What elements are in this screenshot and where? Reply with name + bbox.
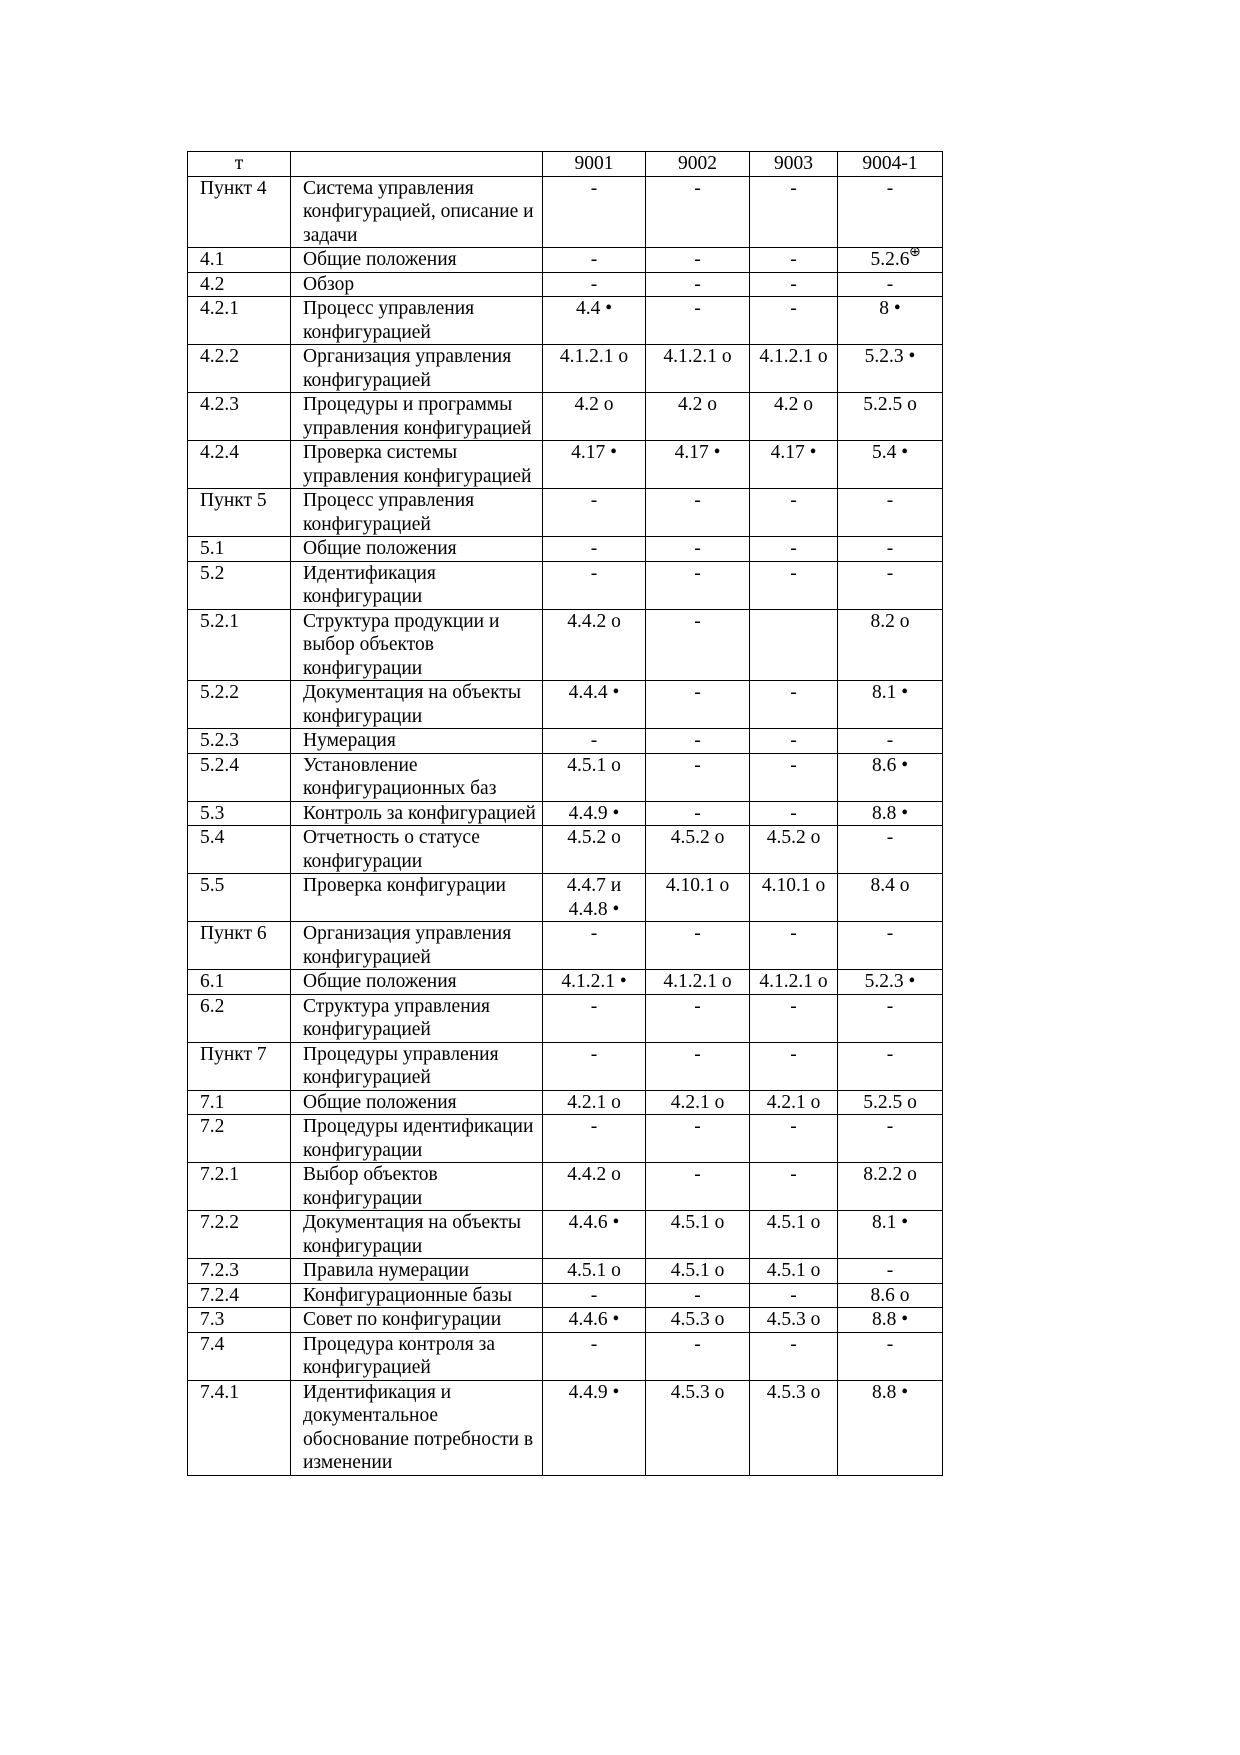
iso-9004-1-ref-cell: -: [838, 922, 943, 970]
clause-number-cell: 4.1: [188, 248, 291, 273]
table-row: [188, 1090, 943, 1115]
table-row: [188, 970, 943, 995]
header-cell: [291, 152, 543, 177]
iso-9004-1-ref-cell: -: [838, 537, 943, 562]
iso-9004-1-ref-cell: 8 •: [838, 297, 943, 345]
clause-title-cell: Общие положения: [291, 970, 543, 995]
iso-9001-ref-cell: 4.17 •: [543, 441, 646, 489]
clause-title-cell: Общие положения: [291, 1090, 543, 1115]
iso-9004-1-ref-cell: 5.2.5 о: [838, 1090, 943, 1115]
iso-9002-ref-cell: -: [646, 489, 750, 537]
clause-title-cell: Установление конфигурационных баз: [291, 753, 543, 801]
clause-title-cell: Процедуры идентификации конфигурации: [291, 1115, 543, 1163]
iso-9001-ref-cell: 4.1.2.1 •: [543, 970, 646, 995]
clause-title-cell: Обзор: [291, 272, 543, 297]
clause-number-cell: 7.1: [188, 1090, 291, 1115]
clause-title-cell: Идентификация и документальное обоснование потребности в изменении: [291, 1380, 543, 1475]
iso-9001-ref-cell: -: [543, 1042, 646, 1090]
iso-9001-ref-cell: 4.4.6 •: [543, 1308, 646, 1333]
iso-9004-1-ref-cell: 5.2.3 •: [838, 970, 943, 995]
clause-number-cell: Пункт 5: [188, 489, 291, 537]
iso-9002-ref-cell: -: [646, 561, 750, 609]
iso-9003-ref-cell: -: [750, 753, 838, 801]
header-cell: т: [188, 152, 291, 177]
clause-title-cell: Процедуры управления конфигурацией: [291, 1042, 543, 1090]
iso-9004-1-ref-cell: 8.6 о: [838, 1283, 943, 1308]
iso-9004-1-ref-cell: 8.1 •: [838, 681, 943, 729]
iso-9003-ref-cell: -: [750, 1042, 838, 1090]
iso-9002-ref-cell: -: [646, 1283, 750, 1308]
iso-9002-ref-cell: 4.10.1 о: [646, 874, 750, 922]
table-row: [188, 1283, 943, 1308]
table-row: [188, 729, 943, 754]
iso-9002-ref-cell: -: [646, 729, 750, 754]
iso-9002-ref-cell: 4.2 о: [646, 393, 750, 441]
iso-9003-ref-cell: -: [750, 272, 838, 297]
iso-9004-1-ref-cell: 5.4 •: [838, 441, 943, 489]
iso-9002-ref-cell: -: [646, 1332, 750, 1380]
table-row: [188, 1380, 943, 1475]
iso-9003-ref-cell: -: [750, 248, 838, 273]
clause-title-cell: Проверка системы управления конфигурацией: [291, 441, 543, 489]
clause-number-cell: 4.2.2: [188, 345, 291, 393]
iso-9003-ref-cell: 4.17 •: [750, 441, 838, 489]
clause-title-cell: Контроль за конфигурацией: [291, 801, 543, 826]
clause-number-cell: 4.2: [188, 272, 291, 297]
anchor-icon: ⊕: [909, 244, 921, 260]
table-row: [188, 609, 943, 681]
iso-9002-ref-cell: -: [646, 994, 750, 1042]
table-row: [188, 537, 943, 562]
table-row: [188, 874, 943, 922]
iso-9002-ref-cell: 4.5.2 о: [646, 826, 750, 874]
iso-9004-1-ref-cell: 5.2.6: [838, 248, 943, 273]
iso-9002-ref-cell: 4.5.1 о: [646, 1259, 750, 1284]
table-row: [188, 753, 943, 801]
iso-9003-ref-cell: 4.2 о: [750, 393, 838, 441]
iso-9002-ref-cell: 4.5.3 о: [646, 1380, 750, 1475]
iso-9003-ref-cell: 4.2.1 о: [750, 1090, 838, 1115]
clause-title-cell: Идентификация конфигурации: [291, 561, 543, 609]
clause-number-cell: 7.2.3: [188, 1259, 291, 1284]
clause-title-cell: Организация управления конфигурацией: [291, 345, 543, 393]
iso-9001-ref-cell: 4.5.1 о: [543, 753, 646, 801]
clause-title-cell: Структура продукции и выбор объектов конфигурации: [291, 609, 543, 681]
table-row: [188, 994, 943, 1042]
clause-title-cell: Система управления конфигурацией, описание и задачи: [291, 176, 543, 248]
table-row: [188, 1211, 943, 1259]
clause-number-cell: 7.2.2: [188, 1211, 291, 1259]
iso-9004-1-ref-cell: 5.2.3 •: [838, 345, 943, 393]
iso-9001-ref-cell: -: [543, 537, 646, 562]
header-cell: 9003: [750, 152, 838, 177]
iso-9001-ref-cell: 4.4.7 и 4.4.8 •: [543, 874, 646, 922]
clause-number-cell: 4.2.3: [188, 393, 291, 441]
clause-title-cell: Процедура контроля за конфигурацией: [291, 1332, 543, 1380]
iso-9001-ref-cell: 4.4.9 •: [543, 801, 646, 826]
iso-9004-1-ref-cell: -: [838, 1259, 943, 1284]
iso-9002-ref-cell: -: [646, 753, 750, 801]
table-row: [188, 922, 943, 970]
table-row: [188, 345, 943, 393]
iso-9003-ref-cell: -: [750, 1283, 838, 1308]
table-row: [188, 272, 943, 297]
iso-9002-ref-cell: -: [646, 1163, 750, 1211]
clause-number-cell: 7.2: [188, 1115, 291, 1163]
iso-9004-1-ref-cell: 8.6 •: [838, 753, 943, 801]
iso-9001-ref-cell: -: [543, 922, 646, 970]
clause-number-cell: 6.1: [188, 970, 291, 995]
iso-9001-ref-cell: 4.4.2 о: [543, 1163, 646, 1211]
iso-9003-ref-cell: -: [750, 994, 838, 1042]
iso-9004-1-ref-cell: 8.2.2 о: [838, 1163, 943, 1211]
clause-title-cell: Процесс управления конфигурацией: [291, 489, 543, 537]
clause-title-cell: Нумерация: [291, 729, 543, 754]
iso-9002-ref-cell: -: [646, 922, 750, 970]
clause-title-cell: Правила нумерации: [291, 1259, 543, 1284]
clause-title-cell: Структура управления конфигурацией: [291, 994, 543, 1042]
clause-title-cell: Проверка конфигурации: [291, 874, 543, 922]
iso-9001-ref-cell: 4.4.4 •: [543, 681, 646, 729]
header-cell: 9002: [646, 152, 750, 177]
iso-9002-ref-cell: -: [646, 248, 750, 273]
iso-9002-ref-cell: 4.2.1 о: [646, 1090, 750, 1115]
iso-9004-1-ref-cell: 8.1 •: [838, 1211, 943, 1259]
table-row: [188, 1308, 943, 1333]
clause-number-cell: 5.2.1: [188, 609, 291, 681]
clause-title-cell: Конфигурационные базы: [291, 1283, 543, 1308]
table-row: [188, 826, 943, 874]
clause-number-cell: 5.2.4: [188, 753, 291, 801]
iso-9004-1-ref-cell: -: [838, 729, 943, 754]
iso-9003-ref-cell: 4.1.2.1 о: [750, 970, 838, 995]
clause-number-cell: 5.5: [188, 874, 291, 922]
iso-9004-1-ref-cell: 8.8 •: [838, 1308, 943, 1333]
clause-number-cell: 7.3: [188, 1308, 291, 1333]
clause-title-cell: Организация управления конфигурацией: [291, 922, 543, 970]
iso-9001-ref-cell: 4.5.1 о: [543, 1259, 646, 1284]
header-cell: 9001: [543, 152, 646, 177]
clause-number-cell: 5.1: [188, 537, 291, 562]
iso-9003-ref-cell: -: [750, 801, 838, 826]
iso-9003-ref-cell: -: [750, 729, 838, 754]
iso-9004-1-ref-cell: 8.8 •: [838, 801, 943, 826]
clause-title-cell: Документация на объекты конфигурации: [291, 681, 543, 729]
iso-9004-1-ref-cell: 8.8 •: [838, 1380, 943, 1475]
iso-9003-ref-cell: -: [750, 489, 838, 537]
iso-9002-ref-cell: -: [646, 537, 750, 562]
iso-9004-1-ref-cell: -: [838, 1042, 943, 1090]
clause-number-cell: 5.2.2: [188, 681, 291, 729]
iso-9001-ref-cell: 4.5.2 о: [543, 826, 646, 874]
iso-9001-ref-cell: -: [543, 1115, 646, 1163]
iso-9004-1-ref-cell: -: [838, 272, 943, 297]
iso-9001-ref-cell: -: [543, 994, 646, 1042]
clause-number-cell: 5.2: [188, 561, 291, 609]
iso-9003-ref-cell: -: [750, 681, 838, 729]
table-row: [188, 393, 943, 441]
clause-correspondence-table: [187, 151, 943, 1476]
iso-9001-ref-cell: 4.2.1 о: [543, 1090, 646, 1115]
clause-number-cell: 5.2.3: [188, 729, 291, 754]
iso-9001-ref-cell: -: [543, 272, 646, 297]
iso-9004-1-ref-cell: -: [838, 1115, 943, 1163]
table-row: [188, 1042, 943, 1090]
table-row: [188, 681, 943, 729]
clause-number-cell: 4.2.4: [188, 441, 291, 489]
clause-number-cell: 7.4: [188, 1332, 291, 1380]
iso-9004-1-ref-cell: -: [838, 826, 943, 874]
iso-9003-ref-cell: -: [750, 922, 838, 970]
iso-9004-1-ref-cell: -: [838, 994, 943, 1042]
iso-9001-ref-cell: 4.4.2 о: [543, 609, 646, 681]
table-row: [188, 297, 943, 345]
iso-9003-ref-cell: -: [750, 176, 838, 248]
clause-title-cell: Процедуры и программы управления конфигурацией: [291, 393, 543, 441]
clause-number-cell: 7.2.4: [188, 1283, 291, 1308]
iso-9001-ref-cell: -: [543, 1332, 646, 1380]
iso-9002-ref-cell: -: [646, 681, 750, 729]
iso-9003-ref-cell: -: [750, 1115, 838, 1163]
iso-9003-ref-cell: 4.5.3 о: [750, 1380, 838, 1475]
iso-9001-ref-cell: 4.2 о: [543, 393, 646, 441]
clause-number-cell: 5.4: [188, 826, 291, 874]
table-row: [188, 441, 943, 489]
iso-9004-1-ref-cell: 8.2 о: [838, 609, 943, 681]
iso-9004-1-ref-cell: -: [838, 561, 943, 609]
iso-9003-ref-cell: 4.5.1 о: [750, 1259, 838, 1284]
iso-9001-ref-cell: 4.1.2.1 о: [543, 345, 646, 393]
iso-9002-ref-cell: -: [646, 297, 750, 345]
iso-9004-1-ref-cell: 5.2.5 о: [838, 393, 943, 441]
iso-9004-1-ref-cell: -: [838, 176, 943, 248]
iso-9002-ref-cell: -: [646, 1115, 750, 1163]
header-row: [188, 152, 943, 177]
clause-title-cell: Документация на объекты конфигурации: [291, 1211, 543, 1259]
iso-9002-ref-cell: -: [646, 1042, 750, 1090]
table-body: [188, 152, 943, 1476]
clause-number-cell: 7.2.1: [188, 1163, 291, 1211]
iso-9001-ref-cell: -: [543, 176, 646, 248]
clause-number-cell: Пункт 6: [188, 922, 291, 970]
clause-title-cell: Совет по конфигурации: [291, 1308, 543, 1333]
iso-9001-ref-cell: 4.4 •: [543, 297, 646, 345]
clause-number-cell: 4.2.1: [188, 297, 291, 345]
clause-title-cell: Процесс управления конфигурацией: [291, 297, 543, 345]
iso-9002-ref-cell: 4.5.1 о: [646, 1211, 750, 1259]
iso-9002-ref-cell: -: [646, 801, 750, 826]
table-row: [188, 1115, 943, 1163]
iso-9004-1-ref-cell: 8.4 о: [838, 874, 943, 922]
iso-9003-ref-cell: 4.10.1 о: [750, 874, 838, 922]
iso-9003-ref-cell: [750, 609, 838, 681]
iso-9003-ref-cell: -: [750, 297, 838, 345]
table-row: [188, 176, 943, 248]
clause-title-cell: Выбор объектов конфигурации: [291, 1163, 543, 1211]
iso-9002-ref-cell: -: [646, 176, 750, 248]
iso-9002-ref-cell: 4.5.3 о: [646, 1308, 750, 1333]
header-cell: 9004-1: [838, 152, 943, 177]
clause-number-cell: 6.2: [188, 994, 291, 1042]
clause-number-cell: 5.3: [188, 801, 291, 826]
iso-9002-ref-cell: 4.1.2.1 о: [646, 970, 750, 995]
iso-9001-ref-cell: -: [543, 729, 646, 754]
iso-9001-ref-cell: -: [543, 489, 646, 537]
iso-9002-ref-cell: 4.1.2.1 о: [646, 345, 750, 393]
iso-9001-ref-cell: -: [543, 1283, 646, 1308]
clause-title-cell: Общие положения: [291, 537, 543, 562]
clause-number-cell: 7.4.1: [188, 1380, 291, 1475]
iso-9003-ref-cell: 4.5.1 о: [750, 1211, 838, 1259]
iso-9003-ref-cell: 4.5.2 о: [750, 826, 838, 874]
table-row: [188, 1259, 943, 1284]
iso-9002-ref-cell: -: [646, 609, 750, 681]
iso-9003-ref-cell: -: [750, 1163, 838, 1211]
iso-9001-ref-cell: -: [543, 248, 646, 273]
iso-9003-ref-cell: -: [750, 537, 838, 562]
clause-number-cell: Пункт 4: [188, 176, 291, 248]
clause-title-cell: Отчетность о статусе конфигурации: [291, 826, 543, 874]
iso-9001-ref-cell: 4.4.6 •: [543, 1211, 646, 1259]
iso-9003-ref-cell: -: [750, 561, 838, 609]
table-row: [188, 561, 943, 609]
table-row: [188, 1332, 943, 1380]
iso-9003-ref-cell: 4.1.2.1 о: [750, 345, 838, 393]
iso-9004-1-ref-cell: -: [838, 489, 943, 537]
table-row: [188, 489, 943, 537]
table-row: [188, 1163, 943, 1211]
iso-9003-ref-cell: 4.5.3 о: [750, 1308, 838, 1333]
iso-9001-ref-cell: 4.4.9 •: [543, 1380, 646, 1475]
table-row: [188, 248, 943, 273]
iso-9003-ref-cell: -: [750, 1332, 838, 1380]
iso-9004-1-ref-cell: -: [838, 1332, 943, 1380]
clause-title-cell: Общие положения: [291, 248, 543, 273]
clause-number-cell: Пункт 7: [188, 1042, 291, 1090]
iso-9002-ref-cell: -: [646, 272, 750, 297]
iso-9001-ref-cell: -: [543, 561, 646, 609]
table-row: [188, 801, 943, 826]
iso-9002-ref-cell: 4.17 •: [646, 441, 750, 489]
